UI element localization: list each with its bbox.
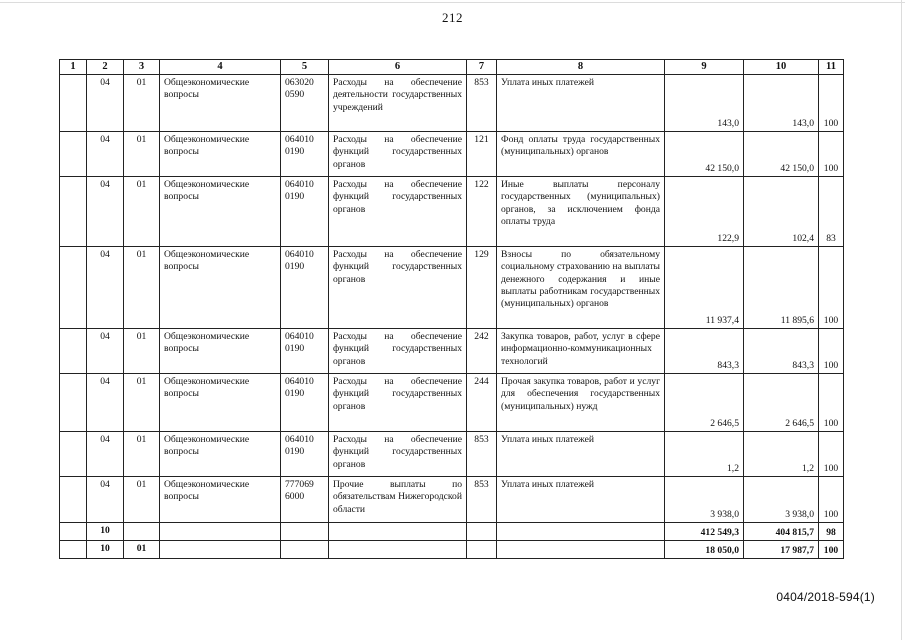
total-cell-article-name <box>329 523 467 541</box>
cell-percent: 100 <box>819 247 844 329</box>
total-cell-plan-amount: 18 050,0 <box>665 541 744 559</box>
total-cell-expense-name <box>497 523 665 541</box>
table-row <box>60 432 844 477</box>
total-cell-expense-type <box>467 541 497 559</box>
cell-article-name: Расходы на обеспечение функций государственных органов <box>329 432 467 477</box>
total-row <box>60 541 844 559</box>
cell-section: 04 <box>87 247 124 329</box>
cell-empty <box>60 374 87 432</box>
cell-section-name: Общеэкономические вопросы <box>160 374 281 432</box>
cell-section-name: Общеэкономические вопросы <box>160 177 281 247</box>
cell-empty <box>60 132 87 177</box>
cell-section-name: Общеэкономические вопросы <box>160 247 281 329</box>
cell-section-name: Общеэкономические вопросы <box>160 75 281 132</box>
table-row <box>60 477 844 523</box>
table-row <box>60 374 844 432</box>
cell-expense-type: 122 <box>467 177 497 247</box>
cell-subsection: 01 <box>124 177 160 247</box>
cell-actual-amount: 2 646,5 <box>744 374 819 432</box>
cell-actual-amount: 102,4 <box>744 177 819 247</box>
total-cell-section-name <box>160 541 281 559</box>
cell-subsection: 01 <box>124 329 160 374</box>
column-header-4: 4 <box>160 60 281 75</box>
cell-target-article: 064010 0190 <box>281 177 329 247</box>
cell-article-name: Прочие выплаты по обязательствам Нижегородской области <box>329 477 467 523</box>
cell-article-name: Расходы на обеспечение функций государственных органов <box>329 247 467 329</box>
cell-expense-name: Иные выплаты персоналу государственных (муниципальных) органов, за исключением фонда оплаты труда <box>497 177 665 247</box>
cell-section: 04 <box>87 177 124 247</box>
column-header-10: 10 <box>744 60 819 75</box>
cell-expense-type: 853 <box>467 75 497 132</box>
total-cell-subsection: 01 <box>124 541 160 559</box>
cell-expense-name: Уплата иных платежей <box>497 432 665 477</box>
column-header-2: 2 <box>87 60 124 75</box>
cell-subsection: 01 <box>124 432 160 477</box>
table-row <box>60 247 844 329</box>
page-number: 212 <box>442 10 463 25</box>
cell-empty <box>60 329 87 374</box>
cell-actual-amount: 42 150,0 <box>744 132 819 177</box>
cell-section: 04 <box>87 329 124 374</box>
column-header-7: 7 <box>467 60 497 75</box>
total-cell-expense-type <box>467 523 497 541</box>
scan-edge-top <box>0 2 905 3</box>
cell-section: 04 <box>87 75 124 132</box>
header-row <box>60 60 844 75</box>
document-code: 0404/2018-594(1) <box>776 590 875 604</box>
cell-subsection: 01 <box>124 247 160 329</box>
cell-plan-amount: 143,0 <box>665 75 744 132</box>
cell-section-name: Общеэкономические вопросы <box>160 477 281 523</box>
scan-edge-right <box>901 0 902 640</box>
cell-expense-type: 853 <box>467 477 497 523</box>
table-row <box>60 75 844 132</box>
total-cell-actual-amount: 17 987,7 <box>744 541 819 559</box>
cell-percent: 100 <box>819 432 844 477</box>
cell-expense-name: Взносы по обязательному социальному страхованию на выплаты денежного содержания и иные выплаты работникам государственных (муниципальных) органов <box>497 247 665 329</box>
cell-actual-amount: 3 938,0 <box>744 477 819 523</box>
total-cell-percent: 98 <box>819 523 844 541</box>
total-cell-percent: 100 <box>819 541 844 559</box>
cell-section: 04 <box>87 132 124 177</box>
column-header-11: 11 <box>819 60 844 75</box>
cell-subsection: 01 <box>124 132 160 177</box>
table-row <box>60 132 844 177</box>
cell-percent: 83 <box>819 177 844 247</box>
cell-expense-type: 853 <box>467 432 497 477</box>
cell-actual-amount: 11 895,6 <box>744 247 819 329</box>
total-cell-empty <box>60 541 87 559</box>
table-header <box>60 60 844 75</box>
table-row <box>60 177 844 247</box>
cell-empty <box>60 177 87 247</box>
table-row <box>60 329 844 374</box>
cell-percent: 100 <box>819 132 844 177</box>
cell-plan-amount: 1,2 <box>665 432 744 477</box>
cell-expense-type: 121 <box>467 132 497 177</box>
cell-target-article: 064010 0190 <box>281 329 329 374</box>
cell-article-name: Расходы на обеспечение функций государственных органов <box>329 132 467 177</box>
total-cell-plan-amount: 412 549,3 <box>665 523 744 541</box>
cell-subsection: 01 <box>124 75 160 132</box>
cell-expense-type: 244 <box>467 374 497 432</box>
total-cell-article-name <box>329 541 467 559</box>
total-cell-subsection <box>124 523 160 541</box>
cell-article-name: Расходы на обеспечение функций государственных органов <box>329 177 467 247</box>
budget-table <box>59 59 844 559</box>
cell-plan-amount: 3 938,0 <box>665 477 744 523</box>
total-cell-target-article <box>281 523 329 541</box>
cell-section: 04 <box>87 432 124 477</box>
total-cell-actual-amount: 404 815,7 <box>744 523 819 541</box>
column-header-8: 8 <box>497 60 665 75</box>
total-cell-empty <box>60 523 87 541</box>
cell-section: 04 <box>87 477 124 523</box>
cell-expense-name: Закупка товаров, работ, услуг в сфере информационно-коммуникационных технологий <box>497 329 665 374</box>
column-header-6: 6 <box>329 60 467 75</box>
cell-article-name: Расходы на обеспечение функций государственных органов <box>329 329 467 374</box>
cell-target-article: 064010 0190 <box>281 247 329 329</box>
cell-plan-amount: 42 150,0 <box>665 132 744 177</box>
column-header-9: 9 <box>665 60 744 75</box>
table-body <box>60 75 844 559</box>
cell-target-article: 063020 0590 <box>281 75 329 132</box>
cell-expense-name: Уплата иных платежей <box>497 477 665 523</box>
total-cell-section: 10 <box>87 541 124 559</box>
column-header-5: 5 <box>281 60 329 75</box>
total-cell-section: 10 <box>87 523 124 541</box>
cell-target-article: 064010 0190 <box>281 374 329 432</box>
total-cell-expense-name <box>497 541 665 559</box>
cell-empty <box>60 477 87 523</box>
total-cell-target-article <box>281 541 329 559</box>
cell-subsection: 01 <box>124 477 160 523</box>
cell-article-name: Расходы на обеспечение деятельности государственных учреждений <box>329 75 467 132</box>
cell-actual-amount: 143,0 <box>744 75 819 132</box>
total-row <box>60 523 844 541</box>
cell-expense-name: Прочая закупка товаров, работ и услуг для обеспечения государственных (муниципальных) нужд <box>497 374 665 432</box>
cell-section-name: Общеэкономические вопросы <box>160 329 281 374</box>
cell-target-article: 064010 0190 <box>281 132 329 177</box>
cell-percent: 100 <box>819 329 844 374</box>
cell-section: 04 <box>87 374 124 432</box>
cell-expense-name: Уплата иных платежей <box>497 75 665 132</box>
cell-actual-amount: 1,2 <box>744 432 819 477</box>
cell-expense-name: Фонд оплаты труда государственных (муниципальных) органов <box>497 132 665 177</box>
cell-plan-amount: 122,9 <box>665 177 744 247</box>
cell-plan-amount: 2 646,5 <box>665 374 744 432</box>
cell-expense-type: 242 <box>467 329 497 374</box>
column-header-1: 1 <box>60 60 87 75</box>
cell-article-name: Расходы на обеспечение функций государственных органов <box>329 374 467 432</box>
cell-plan-amount: 11 937,4 <box>665 247 744 329</box>
cell-expense-type: 129 <box>467 247 497 329</box>
cell-percent: 100 <box>819 477 844 523</box>
cell-subsection: 01 <box>124 374 160 432</box>
cell-plan-amount: 843,3 <box>665 329 744 374</box>
cell-section-name: Общеэкономические вопросы <box>160 132 281 177</box>
cell-empty <box>60 247 87 329</box>
cell-actual-amount: 843,3 <box>744 329 819 374</box>
cell-empty <box>60 432 87 477</box>
total-cell-section-name <box>160 523 281 541</box>
cell-target-article: 064010 0190 <box>281 432 329 477</box>
cell-empty <box>60 75 87 132</box>
cell-target-article: 777069 6000 <box>281 477 329 523</box>
cell-percent: 100 <box>819 374 844 432</box>
cell-percent: 100 <box>819 75 844 132</box>
column-header-3: 3 <box>124 60 160 75</box>
cell-section-name: Общеэкономические вопросы <box>160 432 281 477</box>
